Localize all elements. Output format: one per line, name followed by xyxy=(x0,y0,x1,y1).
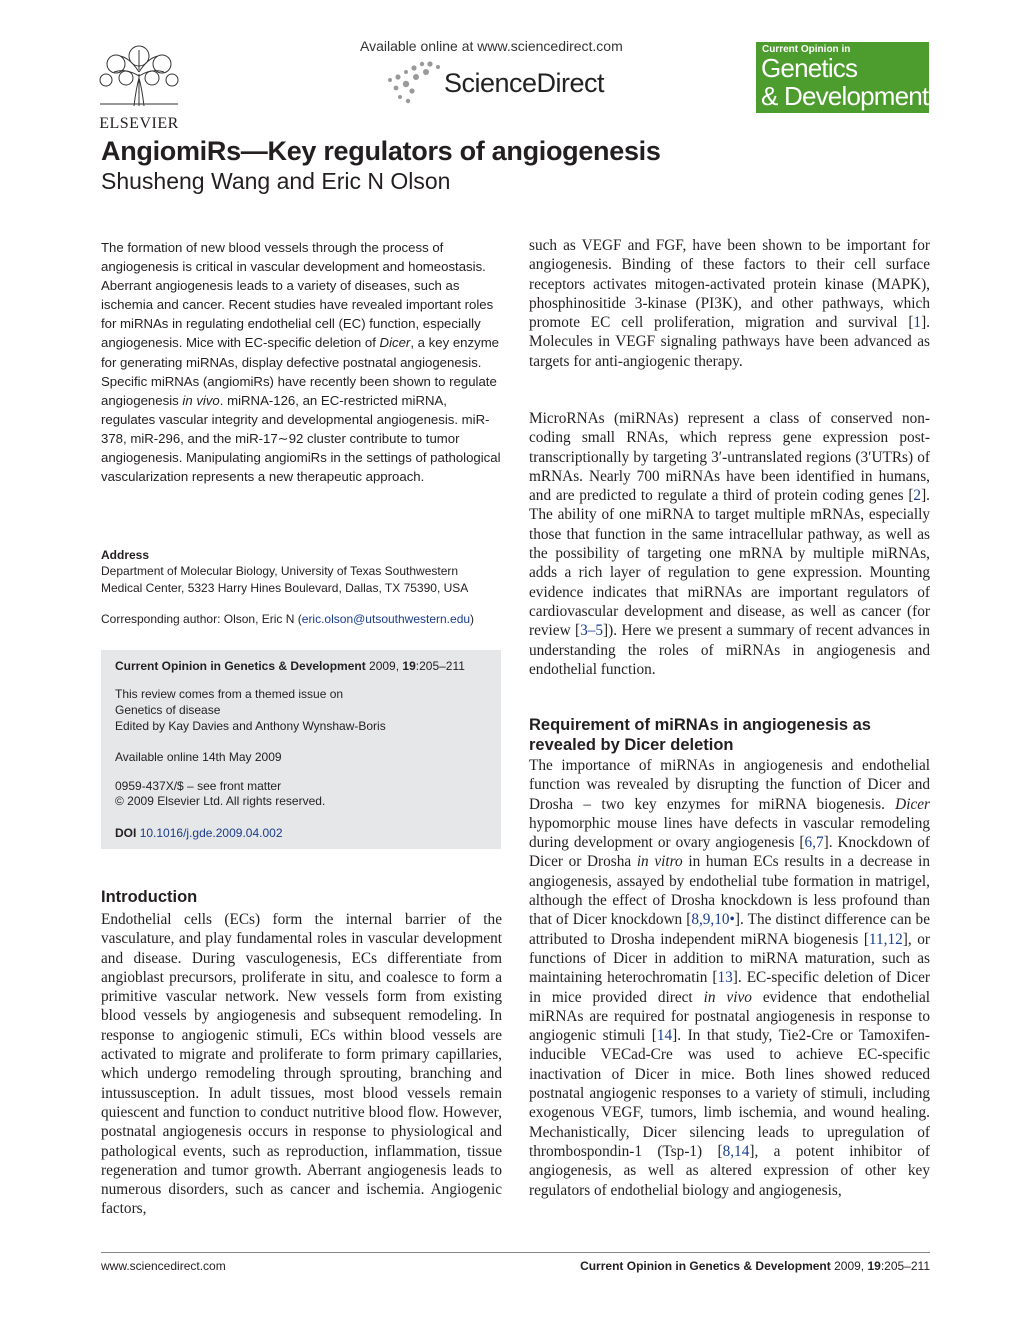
address-heading: Address xyxy=(101,548,150,562)
edited-by: Edited by Kay Davies and Anthony Wynshaw-Boris xyxy=(115,719,386,733)
right-paragraph-1 xyxy=(529,236,930,371)
journal-badge xyxy=(756,42,929,113)
ref-link[interactable]: 2 xyxy=(913,487,922,505)
sciencedirect-logo[interactable] xyxy=(386,58,626,104)
p3-text: in human ECs results in a decrease in angiogenesis, assayed by endothelial tube formation in matrigel, although the effect of Drosha knockdown is less profound than that of Dicer knockdown [ xyxy=(529,853,931,929)
p3-text: hypomorphic mouse lines have defects in vascular remodeling during development or ovary angiogenesis [ xyxy=(529,814,930,852)
ref-link[interactable]: 8,9,10• xyxy=(691,911,735,929)
citation-pages: :205–211 xyxy=(415,659,465,673)
doi-label: DOI xyxy=(115,826,137,840)
p3-text: ]. In that study, Tie2-Cre or Tamoxifen-inducible VECad-Cre was used to achieve EC-specific inactivation of Dicer in mice. Both lines showed reduced postnatal angiogenic responses to a variety of stimuli, including exogenous VEGF, tumors, limb ischemia, and wound healing. Mechanistically, Dicer silencing leads to upregulation of thrombospondin-1 (Tsp-1) [ xyxy=(529,1027,930,1160)
available-online-text: Available online at www.sciencedirect.com xyxy=(360,38,623,54)
intro-paragraph: Endothelial cells (ECs) form the internal barrier of the vasculature, and play fundamental roles in vascular development and disease. During vasculogenesis, ECs differentiate from angioblast precursors, proliferate in situ, and coalesce to form a primitive vascular network. New vessels form from existing blood vessels by angiogenesis and subsequent remodeling. In response to angiogenic stimuli, ECs within blood vessels are activated to migrate and proliferate to form primary capillaries, which undergo remodeling through sprouting, branching and intussusception. In adult tissues, most blood vessels remain quiescent and function to conduct nutritive blood flow. However, postnatal angiogenesis occurs in response to physiological and pathological events, such as reproduction, inflammation, tissue regeneration and tumor growth. Aberrant angiogenesis leads to numerous disorders, such as cancer and ischemia. Angiogenic factors, xyxy=(101,911,502,1218)
p2-text-b: ]. The ability of one miRNA to target multiple mRNAs, especially those that function in the same intracellular pathway, as well as the possibility of targeting one mRNA by multiple miRNAs, adds a rich layer of regulation to gene expression. Mounting evidence indicates that miRNAs are important regulators of cardiovascular development and disease, as well as cancer (for review [ xyxy=(529,487,930,640)
themed-issue-line2: Genetics of disease xyxy=(115,703,221,717)
address-text: Department of Molecular Biology, University of Texas Southwestern Medical Center, 5323 Harry Hines Boulevard, Dallas, TX 75390, USA xyxy=(101,564,469,595)
issn-line: 0959-437X/$ – see front matter xyxy=(115,779,282,793)
abstract xyxy=(101,238,501,486)
p3-in-vitro: in vitro xyxy=(636,853,683,871)
article-info-box xyxy=(101,650,501,849)
ref-link[interactable]: 13 xyxy=(717,969,733,987)
p2-text-a: MicroRNAs (miRNAs) represent a class of conserved non-coding small RNAs, which repress gene expression post-transcriptionally by targeting 3′-untranslated regions (3′UTRs) of mRNAs. Nearly 700 miRNAs have been identified in humans, and are predicted to regulate a third of protein coding genes [ xyxy=(529,410,930,505)
corresponding-close: ) xyxy=(470,612,475,626)
citation-line xyxy=(115,658,465,674)
abstract-text-2: , a key enzyme for generating miRNAs, display defective postnatal angiogenesis. Specific miRNAs (angiomiRs) have recently been shown to regulate angiogenesis xyxy=(101,335,500,408)
footer-volume: 19 xyxy=(867,1259,881,1273)
doi-line xyxy=(115,825,283,841)
available-online-date: Available online 14th May 2009 xyxy=(115,750,282,764)
ref-link[interactable]: 3–5 xyxy=(580,622,604,640)
footer-year: 2009, xyxy=(830,1259,868,1273)
elsevier-wordmark: ELSEVIER xyxy=(99,115,179,132)
citation-volume: 19 xyxy=(402,659,416,673)
ref-link[interactable]: 8,14 xyxy=(722,1142,750,1160)
sciencedirect-wordmark: ScienceDirect xyxy=(444,68,605,98)
ref-link[interactable]: 6,7 xyxy=(804,834,824,852)
section-heading-dicer: Requirement of miRNAs in angiogenesis as revealed by Dicer deletion xyxy=(529,716,871,754)
citation-journal: Current Opinion in Genetics & Development xyxy=(115,659,366,673)
abstract-in-vivo: in vivo xyxy=(182,392,220,408)
elsevier-tree-icon xyxy=(96,44,182,108)
ref-link[interactable]: 11,12 xyxy=(868,930,903,948)
elsevier-logo xyxy=(96,44,182,132)
right-paragraph-2 xyxy=(529,409,930,679)
p3-text: ]. Knockdown of Dicer or Drosha xyxy=(529,834,931,871)
copyright-line: © 2009 Elsevier Ltd. All rights reserved. xyxy=(115,794,326,808)
article-authors: Shusheng Wang and Eric N Olson xyxy=(101,168,451,194)
p3-text: The importance of miRNAs in angiogenesis and endothelial function was revealed by disrupting the function of Dicer and Drosha – two key enzymes for miRNA biogenesis. xyxy=(529,757,930,813)
p3-text: evidence that endothelial miRNAs are required for postnatal angiogenesis in response to angiogenic stimuli [ xyxy=(529,988,930,1045)
corresponding-author xyxy=(101,611,501,628)
p1-text-b: ]. Molecules in VEGF signaling pathways have been advanced as targets for anti-angiogenic therapy. xyxy=(529,314,930,370)
ref-link[interactable]: 14 xyxy=(656,1027,673,1045)
citation-year: 2009, xyxy=(365,659,403,673)
abstract-text-3: . miRNA-126, an EC-restricted miRNA, regulates vascular integrity and developmental angiogenesis. miR-378, miR-296, and the miR-17∼92 cluster contribute to tumor angiogenesis. Manipulating angiomiRs in the settings of pathological vascularization represents a new therapeutic approach. xyxy=(101,392,501,485)
themed-issue-line1: This review comes from a themed issue on xyxy=(115,687,344,701)
p3-in-vivo: in vivo xyxy=(703,988,752,1006)
p3-text: ], a potent inhibitor of angiogenesis, as well as altered expression of other key regulators of endothelial biology and angiogenesis, xyxy=(529,1142,931,1199)
p3-text: ], or functions of Dicer in addition to miRNA maturation, such as maintaining heterochromatin [ xyxy=(529,930,930,987)
journal-badge-top: Current Opinion in xyxy=(762,44,851,55)
sciencedirect-dots-icon xyxy=(386,58,442,104)
p3-text: ]. The distinct difference can be attributed to Drosha independent miRNA biogenesis [ xyxy=(529,911,930,948)
doi-link[interactable]: 10.1016/j.gde.2009.04.002 xyxy=(139,826,283,840)
ref-link[interactable]: 1 xyxy=(913,314,922,332)
article-title: AngiomiRs—Key regulators of angiogenesis xyxy=(101,136,661,166)
email-link[interactable]: eric.olson@utsouthwestern.edu xyxy=(301,612,471,626)
footer-pages: :205–211 xyxy=(880,1259,930,1273)
p3-text: ]. EC-specific deletion of Dicer in mice provided direct xyxy=(529,969,930,1006)
section-heading-introduction: Introduction xyxy=(101,888,198,906)
footer-citation xyxy=(580,1259,930,1273)
footer-journal: Current Opinion in Genetics & Development xyxy=(580,1259,831,1273)
footer-website[interactable]: www.sciencedirect.com xyxy=(101,1259,226,1273)
journal-badge-line2: & Development xyxy=(761,81,929,111)
footer-divider xyxy=(101,1252,930,1253)
p3-dicer: Dicer xyxy=(895,795,930,813)
abstract-dicer: Dicer xyxy=(379,335,411,351)
corresponding-label: Corresponding author: Olson, Eric N ( xyxy=(101,612,302,626)
p2-text-c: ]). Here we present a summary of recent advances in understanding the roles of miRNAs in angiogenesis and endothelial function. xyxy=(529,622,930,678)
right-paragraph-3 xyxy=(529,756,930,1200)
journal-badge-line1: Genetics xyxy=(761,53,858,83)
abstract-text-1: The formation of new blood vessels through the process of angiogenesis is critical in vascular development and homeostasis. Aberrant angiogenesis leads to a variety of diseases, such as ischemia and cancer. Recent studies have revealed important roles for miRNAs in regulating endothelial cell (EC) function, especially angiogenesis. Mice with EC-specific deletion of xyxy=(101,240,494,351)
p1-text-a: such as VEGF and FGF, have been shown to be important for angiogenesis. Binding of these factors to their cell surface receptors activates mitogen-activated protein kinase (MAPK), phosphinositide 3-kinase (PI3K), and other pathways, which promote EC cell proliferation, migration and survival [ xyxy=(529,237,930,332)
